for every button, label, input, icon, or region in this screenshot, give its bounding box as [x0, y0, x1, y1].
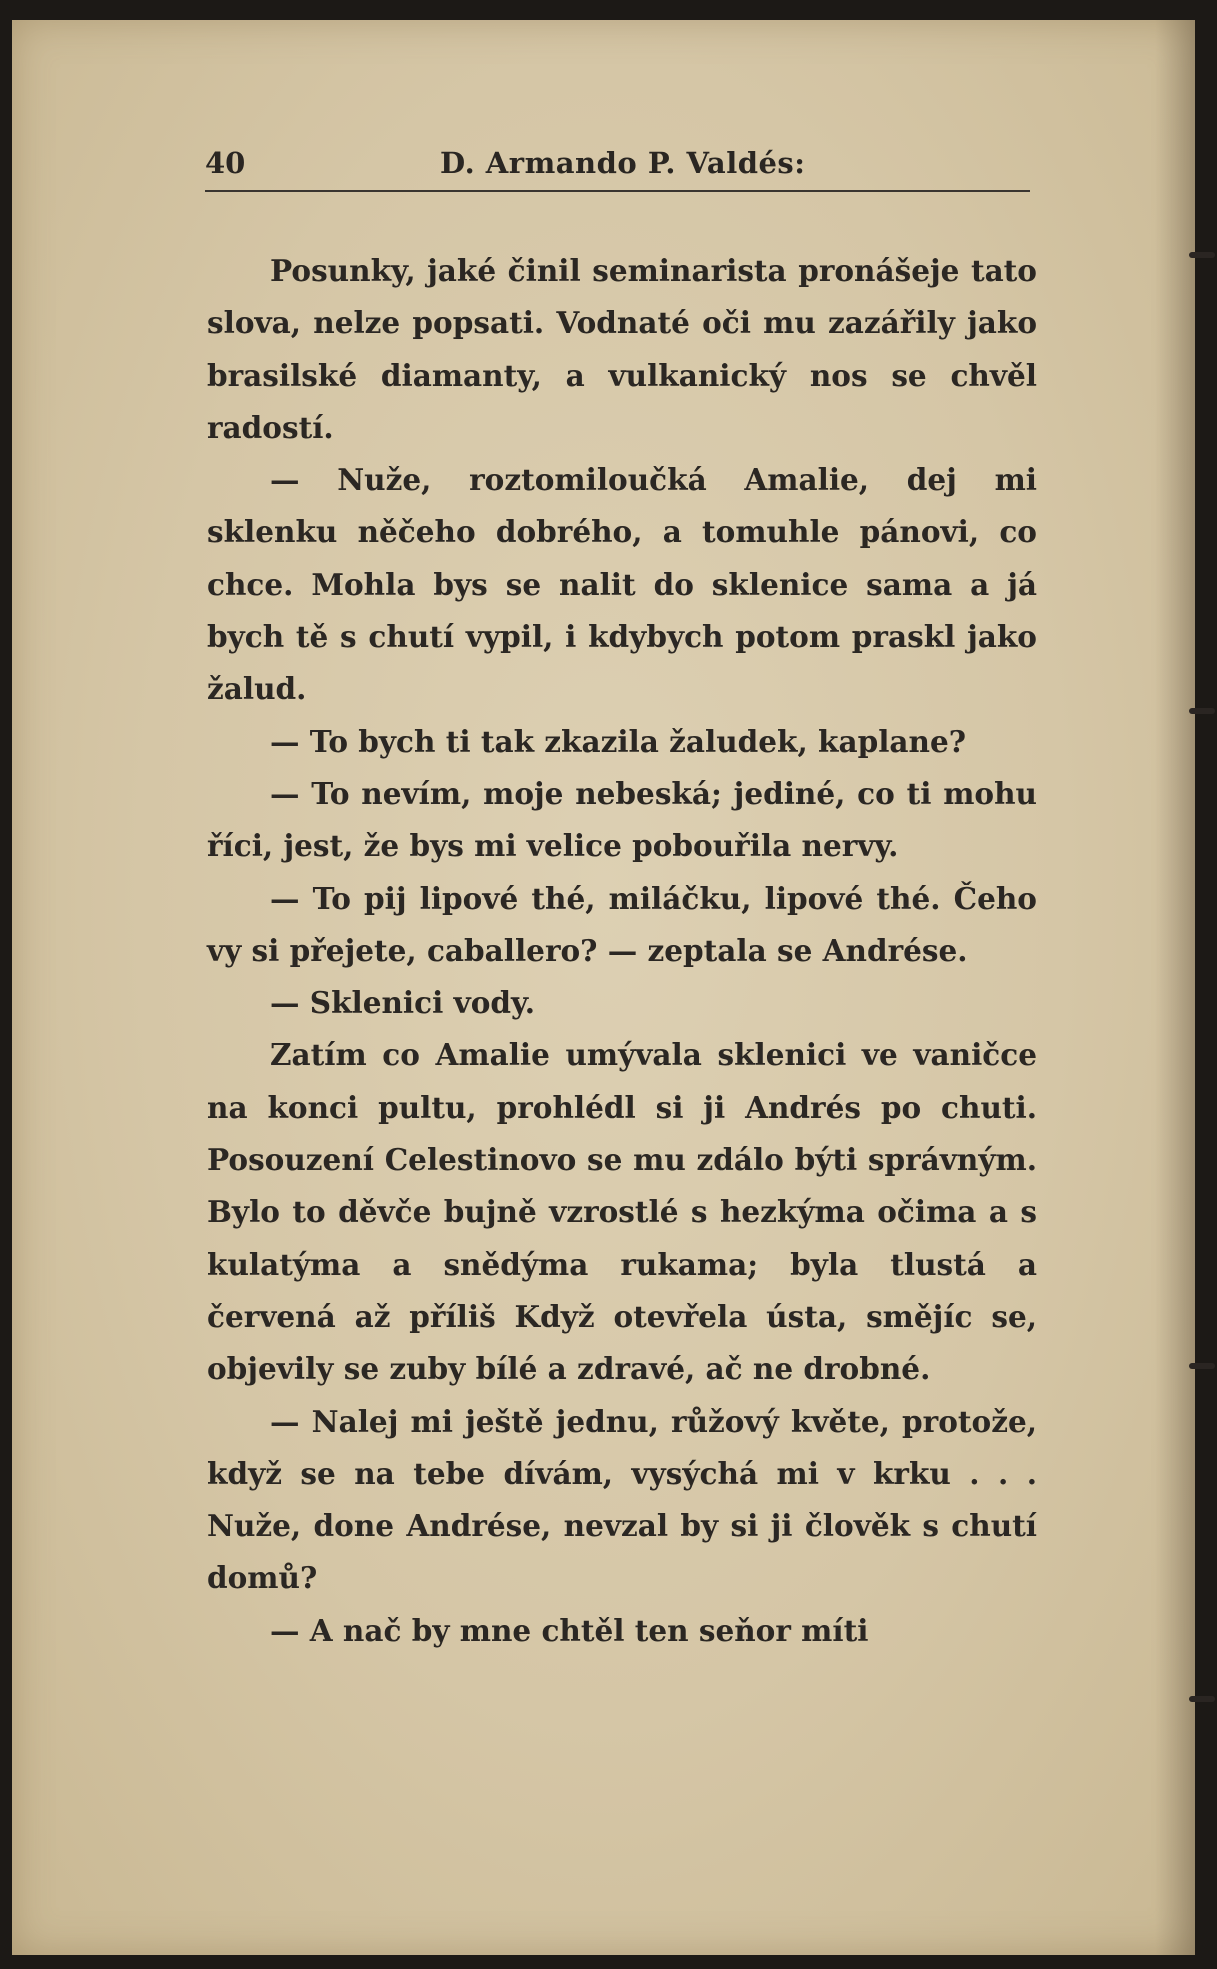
paragraph: — To bych ti tak zkazila žaludek, kaplane? — [270, 723, 967, 759]
binding-mark — [1189, 1696, 1215, 1702]
paragraph: — To nevím, moje nebeská; jediné, co ti mohu říci, jest, že bys mi velice pobouřila nervy. — [207, 775, 1037, 864]
binding-mark — [1189, 1363, 1215, 1369]
binding-mark — [1189, 708, 1215, 714]
paragraph: Posunky, jaké činil seminarista pronášeje tato slova, nelze popsati. Vodnaté oči mu zazářily jako brasilské diamanty, a vulkanický nos se chvěl radostí. — [207, 253, 1037, 445]
paragraph: Zatím co Amalie umývala sklenici ve vaničce na konci pultu, prohlédl si ji Andrés po chuti. Posouzení Celestinovo se mu zdálo býti správným. Bylo to děvče bujně vzrostlé s hezkýma očima a s kulatýma a snědýma rukama; byla tlustá a červená až příliš Když otevřela ústa, smějíc se, objevily se zuby bílé a zdravé, ač ne drobné. — [207, 1037, 1037, 1387]
page-edge-shadow — [1155, 20, 1195, 1955]
paragraph: — Nalej mi ještě jednu, růžový květe, protože, když se na tebe dívám, vysýchá mi v krku . . . Nuže, done Andrése, nevzal by si ji člověk s chutí domů? — [207, 1403, 1037, 1596]
paragraph: — A nač by mne chtěl ten seňor míti — [270, 1612, 869, 1648]
page-header — [195, 140, 1030, 194]
paragraph: — Sklenici vody. — [270, 985, 536, 1021]
paragraph: — To pij lipové thé, miláčku, lipové thé. Čeho vy si přejete, caballero? — zeptala se Andrése. — [207, 880, 1037, 968]
running-title: D. Armando P. Valdés: — [440, 146, 806, 180]
page-number: 40 — [205, 146, 246, 180]
binding-mark — [1189, 252, 1215, 258]
header-rule — [205, 190, 1030, 192]
paragraph: — Nuže, roztomiloučká Amalie, dej mi sklenku něčeho dobrého, a tomuhle pánovi, co chce. Mohla bys se nalit do sklenice sama a já bych tě s chutí vypil, i kdybych potom praskl jako žalud. — [207, 462, 1037, 707]
body-text — [207, 245, 1037, 1657]
